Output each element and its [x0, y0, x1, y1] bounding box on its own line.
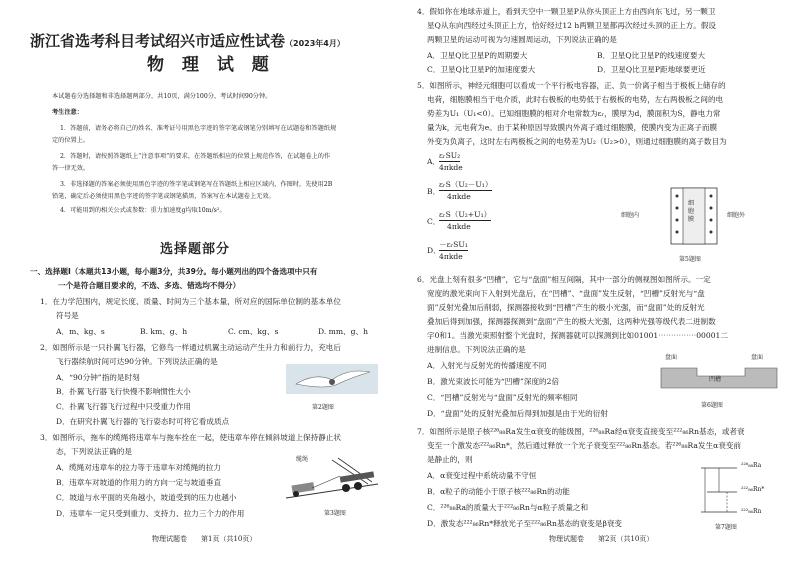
q6-option-b: B．激光束波长可能为“凹槽”深度的2倍 [427, 377, 560, 386]
q5-stem-cont: 电荷，细胞膜相当于电介质，此时右极板的电势低于右极板的电势，左右两极板之间的电 [427, 95, 724, 104]
q7-stem-cont: 变至一个激发态²²²₈₆Rn*，然后通过释放一个光子衰变至²²²₈₆Rn基态。若²²⁶₈₈Ra发生α衰变前 [427, 441, 742, 450]
fig2-ornithopter-image [286, 364, 378, 394]
notice-heading: 考生注意： [52, 109, 83, 116]
fig6-surface-label: 盘面 [665, 354, 678, 361]
q5-stem-cont: 量为k，元电荷为e。由于某种原因导致膜内外离子通过细胞膜，使膜内变为正离子而膜 [427, 123, 718, 132]
q1-stem: 1．在力学范围内，规定长度、质量、时间为三个基本量，所对应的国际单位制的基本单位 [40, 297, 341, 306]
q5-option-d: D． [427, 246, 441, 255]
q5-option-a-numerator: εᵣSU₂ [439, 151, 461, 160]
q6-stem-cont: 字0和1。当激光束照射整个光盘时，探测器就可以探测到比如01001⋯⋯⋯⋯⋯00001二 [427, 331, 728, 340]
exam-subtitle: 物 理 试 题 [147, 55, 275, 75]
q4-option-c: C．卫星Q比卫星P的加速度要大 [427, 65, 536, 74]
section-title: 选择题部分 [160, 242, 231, 257]
q7-stem-cont: 是静止的，则 [427, 455, 473, 464]
notice-line: 2．答题时，请按照答题纸上“注意事项”的要求，在答题纸相应的位置上规范作答，在试题卷上的作 [60, 153, 331, 160]
notice-line: 定的位置上。 [52, 137, 90, 144]
fig6-caption: 第6题图 [701, 402, 723, 409]
q2-option-a: A．“90分钟”指的是时刻 [56, 373, 140, 382]
fig5-caption: 第5题图 [679, 256, 701, 263]
page-footer: 物理试题卷 第2页（共10页） [549, 535, 654, 543]
q1-option-b: B. km、g、h [140, 327, 188, 336]
q6-option-c: C．“凹槽”反射光与“盘面”反射光的频率相同 [427, 393, 578, 402]
page-2 [397, 0, 794, 561]
q7-option-c: C．²²⁶₈₈Ra的质量大于²²²₈₆Rn与α粒子质量之和 [427, 503, 589, 512]
q5-stem-cont: 外变为负离子，这时左右两极板之间的电势差为U₂（U₂>0），则通过细胞膜的离子数目为 [427, 137, 727, 146]
q2-option-d: D．在研究扑翼飞行器的飞行姿态时可将它看成质点 [56, 417, 230, 426]
q5-option-c-denominator: 4πkde [447, 222, 471, 231]
q5-option-c: C． [427, 217, 441, 226]
q2-stem: 2．如图所示是一只扑翼飞行器，它修鸟一样通过机翼主动运动产生升力和前行力，充电后 [40, 343, 341, 352]
q2-option-c: C．扑翼飞行器飞行过程中只受重力作用 [56, 402, 191, 411]
q7-stem: 7．如图所示是原子核²²⁶₈₈Ra发生α衰变的能级图，²²⁶₈₈Ra经α衰变直接变至²²²₈₆Rn基态，或者衰 [417, 427, 745, 436]
fig6-surface-label: 盘面 [751, 354, 764, 361]
q6-stem-cont: 叠加后得到加强，探测器探测到“盘面”产生的极大光强，这两种光强等级代表二进制数 [427, 317, 716, 326]
intro-text: 本试题卷分选择题和非选择题两部分，共10页，满分100分，考试时间90分钟。 [52, 93, 272, 100]
page-footer: 物理试题卷 第1页（共10页） [152, 535, 257, 543]
part1-heading: 一、选择题Ⅰ（本题共13小题，每小题3分，共39分。每小题列出的四个备选项中只有 [30, 267, 318, 276]
fig3-cable-label: 缆绳 [296, 456, 309, 463]
q3-option-d: D．违章车一定只受到重力、支持力、拉力三个力的作用 [56, 509, 245, 518]
q5-option-a-denominator: 4πkde [439, 163, 463, 172]
fig5-inside-label: 细胞内 [621, 212, 640, 219]
fig6-groove-label: 凹槽 [709, 376, 722, 383]
q4-stem-cont: 两颗卫星的运动可视为匀速圆周运动，下列说法正确的是 [427, 35, 617, 44]
q6-stem-cont: 进制信息。下列说法正确的是 [427, 345, 526, 354]
q6-stem-cont: 宽度的激光束向下入射到光盘后，在“凹槽”、“盘面”发生反射，“凹槽”反射光与“盘 [427, 289, 705, 298]
fig7-rn-excited-level: ²²²₈₆Rn* [741, 486, 765, 493]
exam-title: 浙江省选考科目考试绍兴市适应性试卷（2023年4月） [30, 32, 345, 50]
fig2-caption: 第2题图 [312, 404, 334, 411]
q2-option-b: B．扑翼飞行器飞行快慢不影响惯性大小 [56, 387, 191, 396]
part1-heading-cont: 一个是符合题目要求的，不选、多选、错选均不得分） [58, 281, 241, 290]
q5-option-b-denominator: 4πkde [447, 192, 471, 201]
q3-stem: 3．如图所示，拖车的缆绳将违章车与拖车拴在一起，使违章车停在倾斜坡道上保持静止状 [40, 433, 341, 442]
fig3-caption: 第3题图 [324, 510, 346, 517]
q3-stem-cont: 态，下列说法正确的是 [56, 447, 132, 456]
notice-line: 铅笔，确定后必须使用黑色字迹的签字笔或钢笔描黑，答案写在本试题卷上无效。 [52, 193, 275, 200]
q7-option-b: B．α粒子的动能小于原子核²²²₈₆Rn的动能 [427, 487, 570, 496]
q5-option-a: A． [427, 157, 441, 166]
q5-option-b-numerator: εᵣS（U₂－U₁） [439, 180, 493, 189]
q6-stem: 6．光盘上刻有很多“凹槽”，它与“盘面”相互间隔，其中一部分的侧视图如图所示。一定 [417, 275, 711, 284]
q7-option-d: D．激发态²²²₈₆Rn*释放光子至²²²₈₆Rn基态的衰变是β衰变 [427, 519, 623, 528]
q2-stem-cont: 飞行器续航时间可达90分钟。下列说法正确的是 [56, 357, 218, 366]
q1-option-d: D. mm、g、h [318, 327, 368, 336]
fig5-outside-label: 细胞外 [727, 212, 746, 219]
q4-option-b: B．卫星Q比卫星P的线速度要大 [597, 51, 706, 60]
q3-option-c: C．坡道与水平面的夹角越小，坡道受到的压力也越小 [56, 493, 237, 502]
q7-option-a: A．α衰变过程中系统动量不守恒 [427, 471, 537, 480]
q1-stem-cont: 符号是 [56, 311, 79, 320]
fig7-ra-level: ²²⁶₈₈Ra [741, 462, 762, 469]
q4-option-a: A．卫星Q比卫星P的周期要大 [427, 51, 528, 60]
q5-stem-cont: 势差为U₁（U₁<0）。已知细胞膜的相对介电常数为εᵣ，膜厚为d，膜面积为S，静电力常 [427, 109, 721, 118]
fig7-rn-ground-level: ²²²₈₆Rn [741, 508, 762, 515]
q3-option-b: B．违章车对坡道的作用力的方向一定与坡道垂直 [56, 478, 222, 487]
q1-option-a: A．m、kg、s [56, 327, 105, 336]
q3-option-a: A．缆绳对违章车的拉力等于违章车对缆绳的拉力 [56, 463, 221, 472]
q5-option-b: B． [427, 187, 441, 196]
notice-line: 1．答题前，请务必将自己的姓名、准考证号用黑色字迹的签字笔或钢笔分别填写在试题卷和答题纸规 [60, 125, 337, 132]
q1-option-c: C. cm、kg、s [228, 327, 279, 336]
q5-stem: 5．如图所示，神经元细胞可以看成一个平行板电容器，正、负一价离子相当于极板上储存的 [417, 81, 726, 90]
q5-option-d-numerator: －εᵣSU₁ [439, 240, 468, 249]
notice-line: 答一律无效。 [52, 165, 90, 172]
q5-option-d-denominator: 4πkde [439, 252, 463, 261]
notice-line: 3．非选择题的答案必须使用黑色字迹的签字笔或钢笔写在答题纸上相应区域内，作图时，先使用2B [60, 181, 333, 188]
fig5-membrane-label: 细胞膜 [688, 200, 695, 223]
q4-option-d: D．卫星Q比卫星P距地球要更近 [597, 65, 706, 74]
q6-stem-cont: 面”反射光叠加后削弱，探测器接收到“凹槽”产生的极小光强，而“盘面”处的反射光 [427, 303, 705, 312]
q5-option-c-numerator: εᵣS（U₂+U₁） [439, 210, 492, 219]
q6-option-a: A．入射光与反射光的传播速度不同 [427, 361, 547, 370]
fig7-caption: 第7题图 [715, 524, 737, 531]
notice-line: 4．可能用到的相关公式或参数：重力加速度g均取10m/s²。 [60, 207, 226, 214]
q4-stem-cont: 星Q从东向西经过头顶正上方，恰好经过12 h两颗卫星都再次经过头顶的正上方。假设 [427, 21, 716, 30]
q4-stem: 4．假如你在地球赤道上，看到天空中一颗卫星P从你头顶正上方由西向东飞过，另一颗卫 [417, 7, 716, 16]
q6-option-d: D．“盘面”处的反射光叠加后得到加强是由于光的衍射 [427, 409, 608, 418]
